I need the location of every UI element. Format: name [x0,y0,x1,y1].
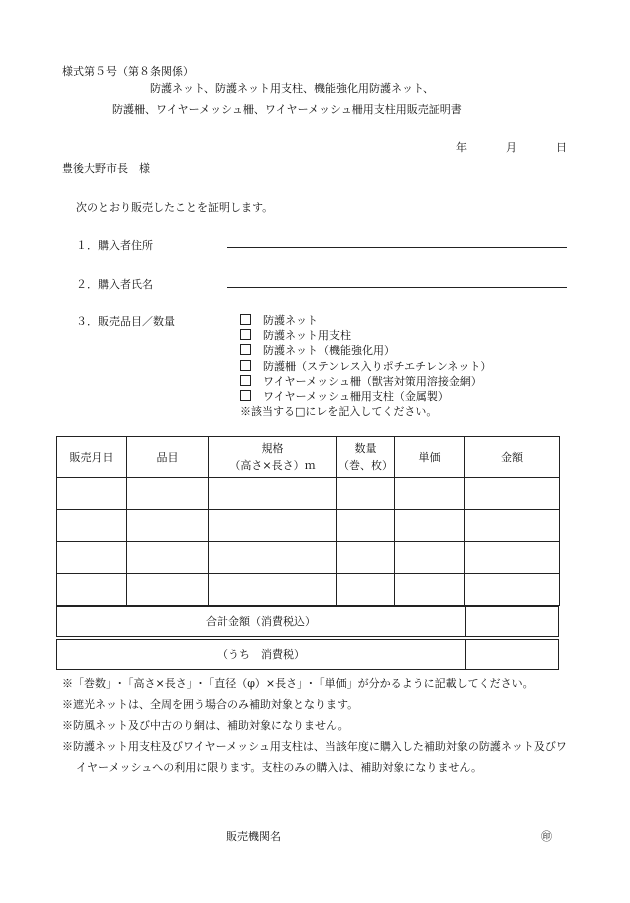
tax-amount-row [56,639,559,670]
seller-name-label: 販売機関名 [226,830,281,843]
seal-icon: ㊞ [541,830,552,843]
note-item: ※防護ネット用支柱及びワイヤーメッシュ用支柱は、当該年度に購入した補助対象の防護ネット及びワイヤーメッシュへの利用に限ります。支柱のみの購入は、補助対象になりません。 [62,740,567,774]
header-sale-date: 販売月日 [57,437,127,478]
table-row [57,510,560,542]
table-cell[interactable] [395,574,465,606]
checklist-item: 防護ネット用支柱 [240,328,491,343]
table-cell[interactable] [337,510,395,542]
tax-amount-label: （うち 消費税） [217,648,305,661]
checkbox[interactable] [240,375,251,386]
table-cell[interactable] [337,574,395,606]
sale-items-label: ３．販売品目／数量 [76,315,175,328]
addressee: 豊後大野市長 様 [62,162,150,175]
sales-table [56,436,560,606]
table-cell[interactable] [465,542,560,574]
checklist-item: ワイヤーメッシュ柵（獣害対策用溶接金網） [240,374,491,389]
table-cell[interactable] [395,542,465,574]
table-cell[interactable] [127,510,209,542]
table-cell[interactable] [465,510,560,542]
table-cell[interactable] [127,574,209,606]
certification-statement: 次のとおり販売したことを証明します。 [76,201,274,214]
checklist-item: 防護柵（ステンレス入りポチエチレンネット） [240,359,491,374]
header-quantity: 数量 （巻、枚） [337,437,395,478]
date-year-label: 年 [456,141,467,154]
table-cell[interactable] [209,510,337,542]
header-amount: 金額 [465,437,560,478]
checkbox[interactable] [240,344,251,355]
table-row [57,542,560,574]
note-item: ※「巻数」･「高さ×長さ」･「直径（φ）×長さ」･「単価」が分かるように記載してください。 [62,677,534,690]
table-header-row [57,437,560,478]
buyer-address-line[interactable] [227,247,567,248]
checklist-item: 防護ネット [240,313,491,328]
note-item: ※遮光ネットは、全周を囲う場合のみ補助対象となります。 [62,698,359,711]
date-day-label: 日 [556,141,567,154]
checkbox[interactable] [240,390,251,401]
buyer-name-label: ２．購入者氏名 [76,278,153,291]
table-cell[interactable] [57,510,127,542]
header-item: 品目 [127,437,209,478]
buyer-address-label: １．購入者住所 [76,239,153,252]
total-amount-row [56,606,559,637]
table-cell[interactable] [57,542,127,574]
checklist-item: 防護ネット（機能強化用） [240,343,491,358]
table-cell[interactable] [465,478,560,510]
checkbox[interactable] [240,329,251,340]
form-title-line2: 防護柵、ワイヤーメッシュ柵、ワイヤーメッシュ柵用支柱用販売証明書 [112,103,462,116]
table-cell[interactable] [57,478,127,510]
total-amount-label: 合計金額（消費税込） [206,615,316,628]
table-cell[interactable] [465,574,560,606]
table-cell[interactable] [395,510,465,542]
form-title-line1: 防護ネット、防護ネット用支柱、機能強化用防護ネット、 [150,82,435,95]
checkbox[interactable] [240,314,251,325]
checkbox[interactable] [240,360,251,371]
table-cell[interactable] [209,478,337,510]
form-number: 様式第５号（第８条関係） [62,65,194,78]
checklist-note: ※該当する□にレを記入してください。 [240,405,438,419]
date-month-label: 月 [506,141,517,154]
buyer-name-line[interactable] [227,287,567,288]
table-cell[interactable] [209,542,337,574]
product-checklist [240,313,491,420]
notes-section [62,673,572,778]
table-cell[interactable] [57,574,127,606]
total-divider [465,607,466,636]
checklist-item: ワイヤーメッシュ柵用支柱（金属製） [240,389,491,404]
table-row [57,478,560,510]
table-row [57,574,560,606]
header-spec: 規格 （高さ×長さ）ｍ [209,437,337,478]
table-cell[interactable] [337,478,395,510]
table-cell[interactable] [337,542,395,574]
header-unit-price: 単価 [395,437,465,478]
note-item: ※防風ネット及び中古のり網は、補助対象になりません。 [62,719,349,732]
table-cell[interactable] [127,478,209,510]
tax-divider [465,640,466,669]
table-cell[interactable] [127,542,209,574]
table-cell[interactable] [209,574,337,606]
table-cell[interactable] [395,478,465,510]
